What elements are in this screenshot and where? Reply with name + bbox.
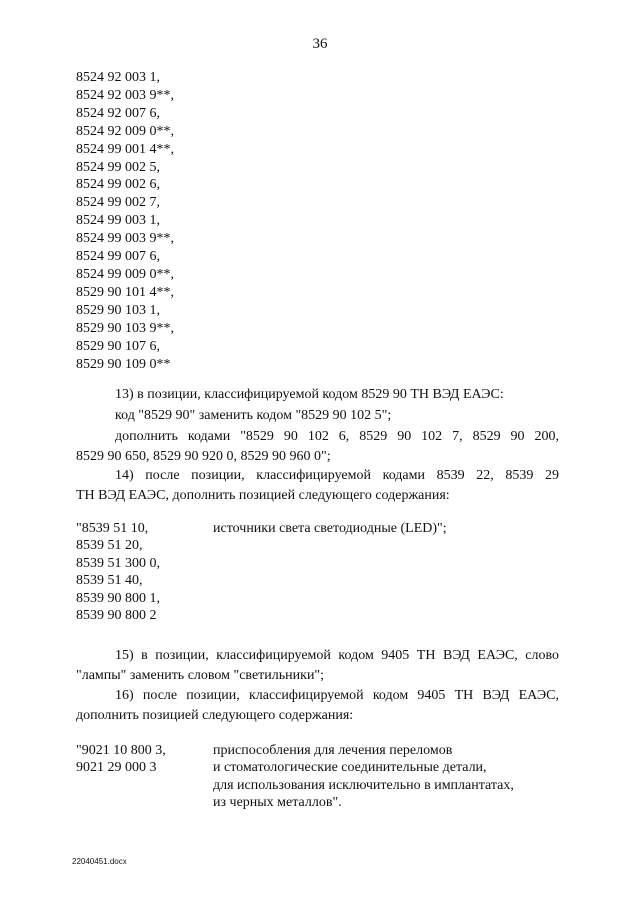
description-line: для использования исключительно в имплантатах,	[213, 777, 514, 793]
code-list-item: 8529 90 107 6,	[76, 338, 160, 354]
code-list-item: "9021 10 800 3,	[76, 743, 166, 758]
code-list-item: 8539 51 300 0,	[76, 555, 160, 571]
description-line: приспособления для лечения переломов	[213, 743, 453, 758]
item14-description	[213, 520, 447, 537]
item14-line1: 14) после позиции, классифицируемой кодами 8539 22, 8539 29	[115, 468, 559, 483]
code-list-item: 8524 99 003 1,	[76, 213, 160, 229]
code-list-item: 9021 29 000 3	[76, 760, 157, 776]
code-list-item: 8529 90 109 0**	[76, 356, 171, 372]
description-line: из черных металлов".	[213, 795, 342, 811]
code-list-item: 8524 99 009 0**,	[76, 266, 174, 282]
description-line: источники света светодиодные (LED)";	[213, 521, 447, 536]
code-list	[76, 69, 174, 373]
code-list-item: 8524 99 002 6,	[76, 177, 160, 193]
page-number: 36	[312, 36, 328, 52]
item13-supplement-line2: 8529 90 650, 8529 90 920 0, 8529 90 960 0";	[76, 449, 331, 464]
code-list-item: 8524 99 002 7,	[76, 195, 160, 211]
item15-line1: 15) в позиции, классифицируемой кодом 9405 ТН ВЭД ЕАЭС, слово	[115, 648, 559, 663]
code-list-item: "8539 51 10,	[76, 521, 149, 536]
code-list-item: 8524 92 009 0**,	[76, 123, 174, 139]
code-list-item: 8524 99 003 9**,	[76, 231, 174, 247]
code-list-item: 8529 90 103 9**,	[76, 320, 174, 336]
item13-replace: код "8529 90" заменить кодом "8529 90 102 5";	[115, 408, 392, 423]
code-list-item: 8524 92 007 6,	[76, 105, 160, 121]
item13-supplement-line1: дополнить кодами "8529 90 102 6, 8529 90 102 7, 8529 90 200,	[115, 429, 559, 444]
code-list-item: 8529 90 101 4**,	[76, 284, 174, 300]
item16-codes	[76, 742, 166, 777]
item13-heading: 13) в позиции, классифицируемой кодом 8529 90 ТН ВЭД ЕАЭС:	[115, 387, 504, 402]
code-list-item: 8539 90 800 2	[76, 608, 157, 624]
code-list-item: 8524 99 001 4**,	[76, 141, 174, 157]
code-list-item: 8524 92 003 9**,	[76, 87, 174, 103]
code-list-item: 8539 51 20,	[76, 538, 143, 554]
document-filename: 22040451.docx	[72, 857, 127, 866]
code-list-item: 8524 92 003 1,	[76, 70, 160, 85]
item16-line1: 16) после позиции, классифицируемой кодом 9405 ТН ВЭД ЕАЭС,	[115, 688, 559, 703]
item14-codes	[76, 520, 160, 624]
code-list-item: 8524 99 002 5,	[76, 159, 160, 175]
code-list-item: 8539 90 800 1,	[76, 590, 160, 606]
item15-line2: "лампы" заменить словом "светильники";	[76, 668, 325, 683]
code-list-item: 8539 51 40,	[76, 573, 143, 589]
description-line: и стоматологические соединительные детали,	[213, 760, 487, 776]
code-list-item: 8524 99 007 6,	[76, 249, 160, 265]
code-list-item: 8529 90 103 1,	[76, 302, 160, 318]
item16-line2: дополнить позицией следующего содержания:	[76, 708, 354, 723]
item16-description	[213, 742, 514, 812]
item14-line2: ТН ВЭД ЕАЭС, дополнить позицией следующего содержания:	[76, 488, 450, 503]
